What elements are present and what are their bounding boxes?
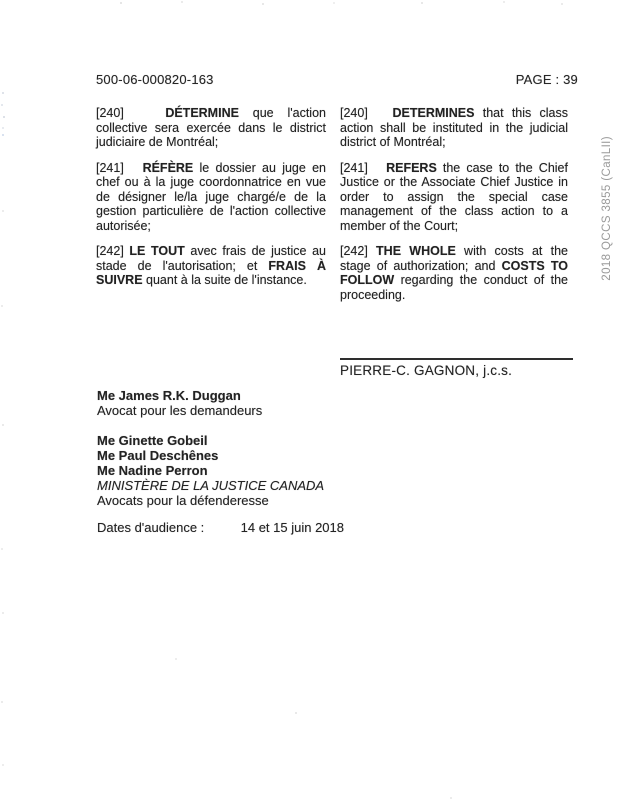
text-run: regarding the conduct of the proceeding. bbox=[340, 273, 568, 302]
text-run: le dossier au juge en chef ou à la juge coordonnatrice en vue de désigner le/la juge chargé/e de la gestion particulière de l'action collective autorisée; bbox=[96, 160, 326, 233]
text-run: [240] bbox=[96, 106, 166, 120]
plaintiff-counsel-names bbox=[97, 388, 417, 403]
text-run: quant à la suite de l'instance. bbox=[142, 273, 307, 287]
page-number: PAGE : 39 bbox=[515, 72, 578, 87]
judge-name: PIERRE-C. GAGNON, j.c.s. bbox=[340, 363, 513, 378]
paragraph-240-en bbox=[340, 106, 568, 150]
docket-number: 500-06-000820-163 bbox=[96, 72, 214, 87]
plaintiff-counsel-role: Avocat pour les demandeurs bbox=[97, 403, 263, 418]
counsel-name: Me James R.K. Duggan bbox=[97, 388, 241, 403]
text-run: the case to the Chief Justice or the Associate Chief Justice in order to assign the special case management of the class action to a member of the Court; bbox=[340, 160, 568, 233]
paragraph-241-en bbox=[340, 161, 568, 234]
defendant-counsel-org: MINISTÈRE DE LA JUSTICE CANADA bbox=[97, 478, 325, 493]
text-run: [241] bbox=[96, 160, 143, 175]
text-run: that this class action shall be instituted in the judicial district of Montréal; bbox=[340, 106, 568, 149]
canlii-citation-watermark: 2018 QCCS 3855 (CanLII) bbox=[601, 136, 613, 281]
text-run: with costs at the stage of authorization; and bbox=[340, 244, 568, 273]
text-run: [240] bbox=[340, 106, 393, 120]
text-run: [242] bbox=[96, 244, 130, 258]
defendant-counsel-role: Avocats pour la défenderesse bbox=[97, 493, 269, 508]
defendant-counsel-names bbox=[97, 433, 417, 478]
bilingual-text-columns bbox=[96, 106, 568, 313]
counsel-block bbox=[97, 388, 417, 508]
bold-term: RÉFÈRE bbox=[142, 160, 194, 175]
paragraph-242-fr bbox=[96, 244, 326, 302]
text-run: que l'action collective sera exercée dans le district judiciaire de Montréal; bbox=[96, 106, 326, 149]
paragraph-row-241 bbox=[96, 161, 568, 234]
bold-term: COSTS TO FOLLOW bbox=[340, 258, 568, 287]
text-run: [242] bbox=[340, 244, 377, 258]
blank-line bbox=[97, 418, 417, 433]
text-run: [241] bbox=[340, 160, 387, 175]
signature-block bbox=[340, 358, 574, 378]
counsel-name: Me Paul Deschênes bbox=[97, 448, 219, 463]
hearing-dates-label: Dates d'audience : bbox=[97, 520, 205, 535]
scan-speckles bbox=[0, 0, 2, 2]
hearing-dates-value: 14 et 15 juin 2018 bbox=[240, 520, 344, 535]
signature-line bbox=[340, 358, 573, 360]
counsel-name: Me Ginette Gobeil bbox=[97, 433, 208, 448]
bold-term: DÉTERMINE bbox=[165, 106, 239, 120]
bold-term: DETERMINES bbox=[392, 106, 475, 120]
paragraph-row-240 bbox=[96, 106, 568, 150]
paragraph-242-en bbox=[340, 244, 568, 302]
bold-term: REFERS bbox=[386, 160, 437, 175]
bold-term: THE WHOLE bbox=[376, 244, 456, 258]
counsel-name: Me Nadine Perron bbox=[97, 463, 208, 478]
hearing-dates-row bbox=[97, 520, 344, 535]
bold-term: FRAIS À SUIVRE bbox=[96, 258, 327, 287]
paragraph-240-fr bbox=[96, 106, 326, 150]
bold-term: LE TOUT bbox=[129, 244, 185, 258]
paragraph-row-242 bbox=[96, 244, 568, 302]
page-header bbox=[96, 72, 578, 87]
text-run: avec frais de justice au stade de l'autorisation; et bbox=[96, 244, 327, 273]
paragraph-241-fr bbox=[96, 161, 326, 234]
